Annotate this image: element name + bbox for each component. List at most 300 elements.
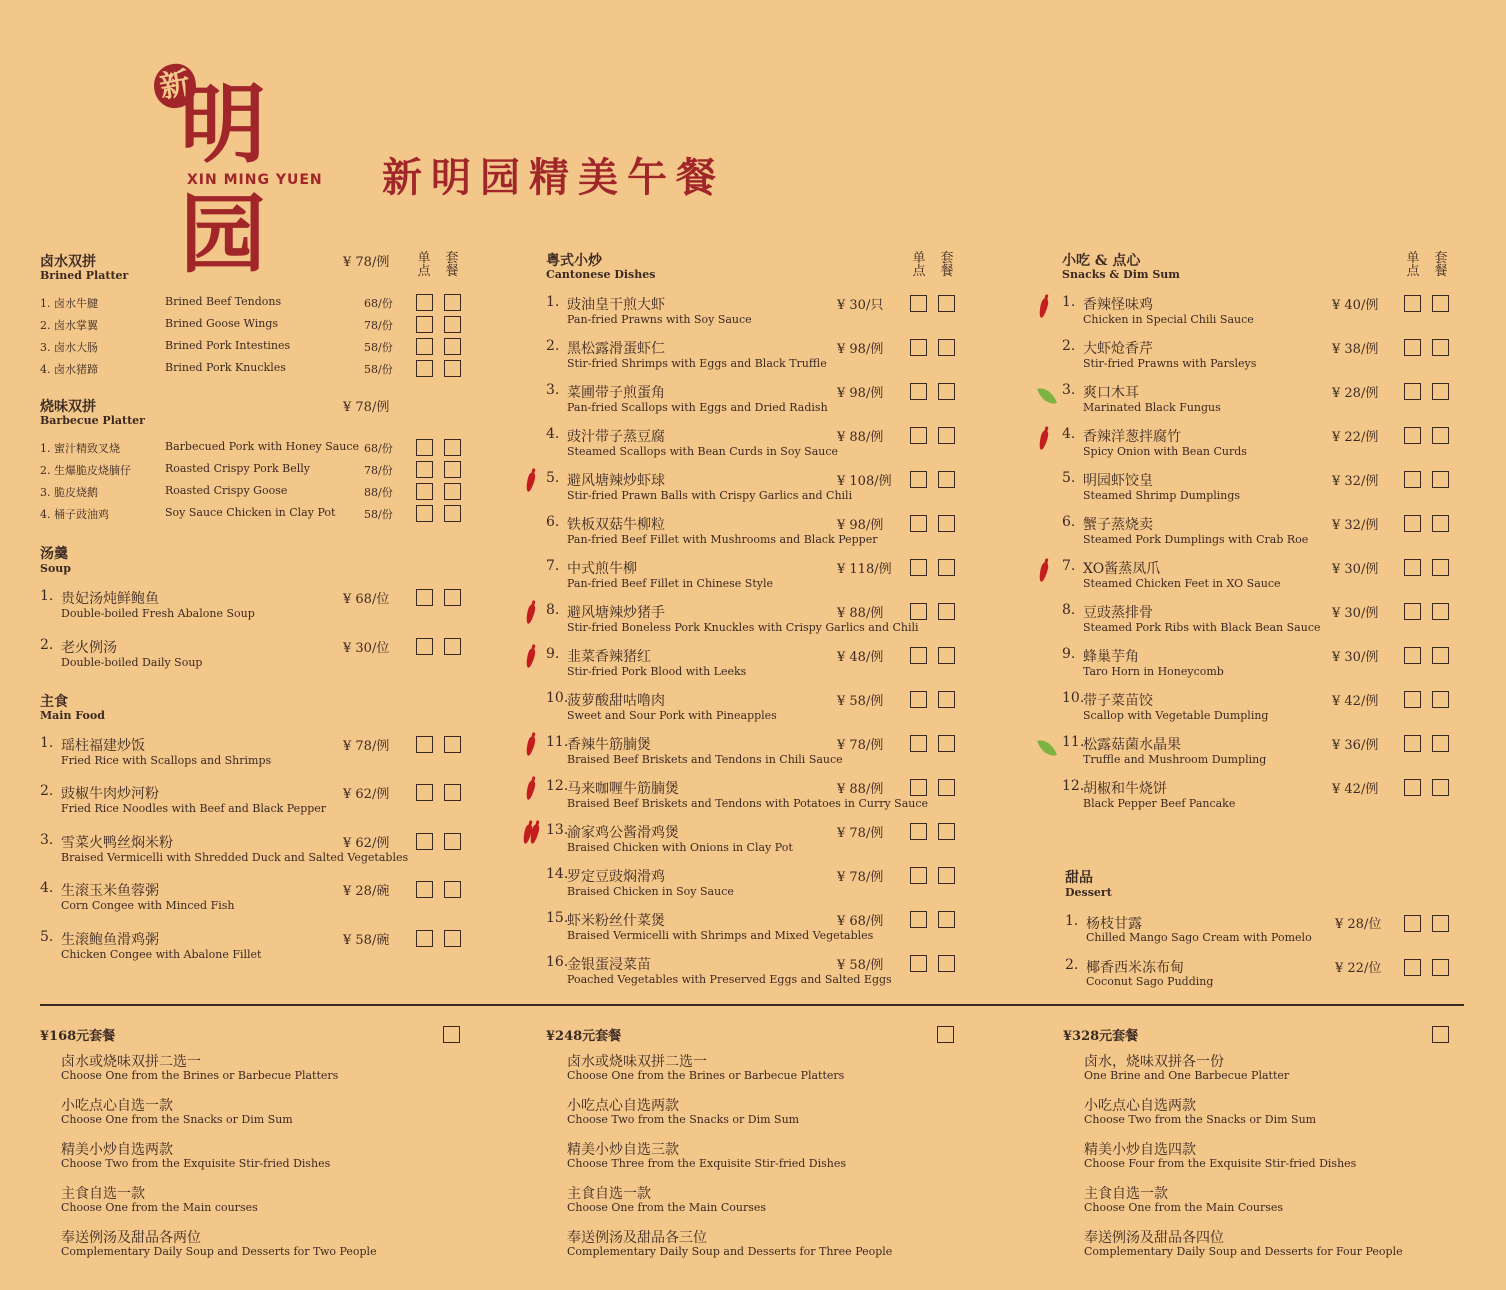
section-subtitle-main: Main Food <box>40 709 105 722</box>
section-title-main: 主食 <box>40 694 68 710</box>
snack-item-price: ¥ 22/例 <box>1332 430 1379 445</box>
snack-item-english: Taro Horn in Honeycomb <box>1083 665 1224 678</box>
cantonese-item-chili-icon <box>525 603 537 624</box>
snack-item-set-checkbox[interactable] <box>1432 779 1449 796</box>
set-menu-title: ¥248元套餐 <box>546 1029 622 1044</box>
main-item-number: 2. <box>40 783 54 799</box>
set-menu-line: 主食自选一款 <box>567 1186 651 1202</box>
snack-item-number: 2. <box>1062 338 1076 354</box>
cantonese-item-price: ¥ 108/例 <box>837 474 892 489</box>
set-menu-line: 卤水，烧味双拼各一份 <box>1084 1054 1224 1070</box>
bbq-item-name: 1. 蜜汁精致叉烧 <box>40 442 120 455</box>
brined-item-name: 1. 卤水牛腱 <box>40 297 98 310</box>
soup-item-price: ¥ 68/位 <box>343 592 390 607</box>
set-menu-line-english: Complementary Daily Soup and Desserts for Four People <box>1084 1245 1403 1258</box>
soup-item-price: ¥ 30/位 <box>343 641 390 656</box>
snack-item-name: 豆豉蒸排骨 <box>1083 605 1153 621</box>
set-menu-line-english: Choose One from the Main courses <box>61 1201 258 1214</box>
brined-item-english: Brined Pork Intestines <box>165 339 291 352</box>
snack-item-price: ¥ 28/例 <box>1332 386 1379 401</box>
brined-item-set-checkbox[interactable] <box>444 338 461 355</box>
snack-item-single-checkbox[interactable] <box>1404 383 1421 400</box>
snack-item-number: 8. <box>1062 602 1076 618</box>
page-title: 新明园精美午餐 <box>382 154 725 201</box>
soup-item-single-checkbox[interactable] <box>416 638 433 655</box>
set-menu-line-english: Choose One from the Brines or Barbecue Platters <box>61 1069 339 1082</box>
cantonese-item-set-checkbox[interactable] <box>938 427 955 444</box>
snack-item-name: 带子菜苗饺 <box>1083 693 1153 709</box>
cantonese-item-set-checkbox[interactable] <box>938 295 955 312</box>
logo <box>150 60 330 285</box>
soup-item-single-checkbox[interactable] <box>416 589 433 606</box>
snack-item-chili-icon <box>1038 561 1050 582</box>
set-menu-line: 小吃点心自选两款 <box>567 1098 679 1114</box>
column-head-single: 单点 <box>417 251 431 279</box>
snack-item-single-checkbox[interactable] <box>1404 427 1421 444</box>
cantonese-item-price: ¥ 30/只 <box>837 298 884 313</box>
cantonese-item-price: ¥ 88/例 <box>837 430 884 445</box>
cantonese-item-price: ¥ 48/例 <box>837 650 884 665</box>
snack-item-number: 10. <box>1062 690 1085 706</box>
cantonese-item-single-checkbox[interactable] <box>910 427 927 444</box>
bbq-item-english: Soy Sauce Chicken in Clay Pot <box>165 506 336 519</box>
soup-item-set-checkbox[interactable] <box>444 589 461 606</box>
snack-item-price: ¥ 30/例 <box>1332 562 1379 577</box>
soup-item-number: 1. <box>40 588 54 604</box>
main-item-number: 1. <box>40 735 54 751</box>
brined-item-set-checkbox[interactable] <box>444 316 461 333</box>
set-menu-line: 卤水或烧味双拼二选一 <box>61 1054 201 1070</box>
cantonese-item-single-checkbox[interactable] <box>910 823 927 840</box>
snack-item-price: ¥ 32/例 <box>1332 474 1379 489</box>
snack-item-set-checkbox[interactable] <box>1432 295 1449 312</box>
cantonese-item-single-checkbox[interactable] <box>910 779 927 796</box>
cantonese-item-price: ¥ 58/例 <box>837 958 884 973</box>
main-item-price: ¥ 58/碗 <box>343 933 390 948</box>
section-title-dessert: 甜品 <box>1065 870 1093 886</box>
cantonese-item-single-checkbox[interactable] <box>910 383 927 400</box>
main-item-english: Chicken Congee with Abalone Fillet <box>61 948 262 961</box>
cantonese-item-set-checkbox[interactable] <box>938 471 955 488</box>
brined-item-price: 68/份 <box>364 297 393 310</box>
cantonese-item-single-checkbox[interactable] <box>910 515 927 532</box>
cantonese-item-number: 7. <box>546 558 560 574</box>
main-item-price: ¥ 62/例 <box>343 836 390 851</box>
cantonese-item-name: 菜圃带子煎蛋角 <box>567 385 665 401</box>
section-title-cantonese: 粤式小炒 <box>546 253 602 269</box>
brined-item-english: Brined Pork Knuckles <box>165 361 286 374</box>
snack-item-english: Steamed Pork Dumplings with Crab Roe <box>1083 533 1309 546</box>
cantonese-item-english: Braised Chicken with Onions in Clay Pot <box>567 841 793 854</box>
main-item-price: ¥ 28/碗 <box>343 884 390 899</box>
cantonese-item-single-checkbox[interactable] <box>910 691 927 708</box>
bbq-item-set-checkbox[interactable] <box>444 461 461 478</box>
cantonese-item-price: ¥ 68/例 <box>837 914 884 929</box>
cantonese-item-set-checkbox[interactable] <box>938 955 955 972</box>
bbq-item-name: 2. 生爆脆皮烧腩仔 <box>40 464 131 477</box>
cantonese-item-english: Stir-fried Shrimps with Eggs and Black Truffle <box>567 357 827 370</box>
snack-item-name: 蟹子蒸烧卖 <box>1083 517 1153 533</box>
set-menu-line: 主食自选一款 <box>1084 1186 1168 1202</box>
cantonese-item-single-checkbox[interactable] <box>910 295 927 312</box>
cantonese-item-set-checkbox[interactable] <box>938 779 955 796</box>
snack-item-single-checkbox[interactable] <box>1404 559 1421 576</box>
set-menu-checkbox[interactable] <box>1432 1026 1449 1043</box>
cantonese-item-english: Braised Vermicelli with Shrimps and Mixed Vegetables <box>567 929 874 942</box>
snack-item-set-checkbox[interactable] <box>1432 471 1449 488</box>
section-price-brined: ¥ 78/例 <box>343 255 390 270</box>
cantonese-item-number: 2. <box>546 338 560 354</box>
cantonese-item-chili-icon <box>525 735 537 756</box>
main-item-english: Fried Rice with Scallops and Shrimps <box>61 754 272 767</box>
snack-item-set-checkbox[interactable] <box>1432 383 1449 400</box>
snack-item-english: Steamed Chicken Feet in XO Sauce <box>1083 577 1281 590</box>
cantonese-item-name: 豉油皇干煎大虾 <box>567 297 665 313</box>
set-menu-title: ¥328元套餐 <box>1063 1029 1139 1044</box>
brined-item-price: 78/份 <box>364 319 393 332</box>
main-item-number: 4. <box>40 880 54 896</box>
section-title-brined: 卤水双拼 <box>40 254 96 270</box>
column-head-single: 单点 <box>1406 251 1420 279</box>
main-item-price: ¥ 62/例 <box>343 787 390 802</box>
section-subtitle-dessert: Dessert <box>1065 886 1112 899</box>
cantonese-item-set-checkbox[interactable] <box>938 647 955 664</box>
cantonese-item-english: Stir-fried Boneless Pork Knuckles with Crispy Garlics and Chili <box>567 621 919 634</box>
cantonese-item-number: 12. <box>546 778 569 794</box>
snack-item-price: ¥ 42/例 <box>1332 694 1379 709</box>
cantonese-item-price: ¥ 88/例 <box>837 782 884 797</box>
section-title-bbq: 烧味双拼 <box>40 399 96 415</box>
cantonese-item-set-checkbox[interactable] <box>938 691 955 708</box>
brined-item-name: 2. 卤水掌翼 <box>40 319 98 332</box>
snack-item-english: Truffle and Mushroom Dumpling <box>1083 753 1267 766</box>
cantonese-item-single-checkbox[interactable] <box>910 955 927 972</box>
cantonese-item-price: ¥ 78/例 <box>837 870 884 885</box>
brined-item-set-checkbox[interactable] <box>444 294 461 311</box>
cantonese-item-name: 罗定豆豉焖滑鸡 <box>567 869 665 885</box>
bbq-item-set-checkbox[interactable] <box>444 505 461 522</box>
snack-item-name: 胡椒和牛烧饼 <box>1083 781 1167 797</box>
cantonese-item-single-checkbox[interactable] <box>910 559 927 576</box>
brined-item-english: Brined Beef Tendons <box>165 295 282 308</box>
snack-item-set-checkbox[interactable] <box>1432 647 1449 664</box>
cantonese-item-price: ¥ 98/例 <box>837 386 884 401</box>
section-divider <box>40 1004 1464 1006</box>
cantonese-item-set-checkbox[interactable] <box>938 339 955 356</box>
bbq-item-single-checkbox[interactable] <box>416 483 433 500</box>
cantonese-item-name: 渝家鸡公酱滑鸡煲 <box>567 825 679 841</box>
brined-item-single-checkbox[interactable] <box>416 294 433 311</box>
soup-item-name: 贵妃汤炖鲜鲍鱼 <box>61 591 159 607</box>
bbq-item-price: 88/份 <box>364 486 393 499</box>
snack-item-set-checkbox[interactable] <box>1432 427 1449 444</box>
section-subtitle-brined: Brined Platter <box>40 269 129 282</box>
cantonese-item-english: Sweet and Sour Pork with Pineapples <box>567 709 777 722</box>
cantonese-item-english: Braised Beef Briskets and Tendons with Potatoes in Curry Sauce <box>567 797 929 810</box>
dessert-item-english: Chilled Mango Sago Cream with Pomelo <box>1086 931 1312 944</box>
snack-item-name: 大虾炝香芹 <box>1083 341 1153 357</box>
dessert-item-english: Coconut Sago Pudding <box>1086 975 1214 988</box>
main-item-set-checkbox[interactable] <box>444 784 461 801</box>
section-subtitle-soup: Soup <box>40 562 71 575</box>
cantonese-item-chili-icon <box>525 471 537 492</box>
cantonese-item-number: 16. <box>546 954 569 970</box>
snack-item-english: Spicy Onion with Bean Curds <box>1083 445 1247 458</box>
bbq-item-single-checkbox[interactable] <box>416 439 433 456</box>
snack-item-english: Black Pepper Beef Pancake <box>1083 797 1236 810</box>
cantonese-item-single-checkbox[interactable] <box>910 603 927 620</box>
section-subtitle-snacks: Snacks & Dim Sum <box>1062 268 1180 281</box>
set-menu-line-english: One Brine and One Barbecue Platter <box>1084 1069 1290 1082</box>
snack-item-single-checkbox[interactable] <box>1404 515 1421 532</box>
set-menu-line-english: Choose One from the Main Courses <box>1084 1201 1283 1214</box>
main-item-set-checkbox[interactable] <box>444 833 461 850</box>
snack-item-number: 12. <box>1062 778 1085 794</box>
brined-item-single-checkbox[interactable] <box>416 360 433 377</box>
cantonese-item-set-checkbox[interactable] <box>938 735 955 752</box>
bbq-item-price: 58/份 <box>364 508 393 521</box>
snack-item-price: ¥ 40/例 <box>1332 298 1379 313</box>
snack-item-single-checkbox[interactable] <box>1404 295 1421 312</box>
cantonese-item-number: 8. <box>546 602 560 618</box>
main-item-set-checkbox[interactable] <box>444 930 461 947</box>
snack-item-set-checkbox[interactable] <box>1432 691 1449 708</box>
column-head-set: 套餐 <box>445 251 459 279</box>
brined-item-name: 3. 卤水大肠 <box>40 341 98 354</box>
cantonese-item-set-checkbox[interactable] <box>938 823 955 840</box>
set-menu-line-english: Choose One from the Main Courses <box>567 1201 766 1214</box>
cantonese-item-number: 15. <box>546 910 569 926</box>
cantonese-item-chili-icon <box>525 647 537 668</box>
snack-item-single-checkbox[interactable] <box>1404 779 1421 796</box>
snack-item-number: 6. <box>1062 514 1076 530</box>
main-item-single-checkbox[interactable] <box>416 881 433 898</box>
snack-item-single-checkbox[interactable] <box>1404 735 1421 752</box>
snack-item-set-checkbox[interactable] <box>1432 735 1449 752</box>
cantonese-item-name: 铁板双菇牛柳粒 <box>567 517 665 533</box>
cantonese-item-name: 中式煎牛柳 <box>567 561 637 577</box>
column-head-set: 套餐 <box>1434 251 1448 279</box>
dessert-item-number: 1. <box>1065 913 1079 929</box>
set-menu-line: 奉送例汤及甜品各四位 <box>1084 1230 1224 1246</box>
snack-item-number: 3. <box>1062 382 1076 398</box>
main-item-single-checkbox[interactable] <box>416 833 433 850</box>
cantonese-item-single-checkbox[interactable] <box>910 471 927 488</box>
dessert-item-number: 2. <box>1065 957 1079 973</box>
bbq-item-english: Roasted Crispy Goose <box>165 484 288 497</box>
brined-item-set-checkbox[interactable] <box>444 360 461 377</box>
snack-item-number: 5. <box>1062 470 1076 486</box>
snack-item-number: 11. <box>1062 734 1085 750</box>
main-item-english: Corn Congee with Minced Fish <box>61 899 235 912</box>
cantonese-item-name: 韭菜香辣猪红 <box>567 649 651 665</box>
cantonese-item-english: Stir-fried Prawn Balls with Crispy Garlics and Chili <box>567 489 853 502</box>
snack-item-price: ¥ 42/例 <box>1332 782 1379 797</box>
brined-item-name: 4. 卤水猪蹄 <box>40 363 98 376</box>
cantonese-item-single-checkbox[interactable] <box>910 911 927 928</box>
set-menu-line-english: Choose Two from the Snacks or Dim Sum <box>1084 1113 1317 1126</box>
cantonese-item-english: Braised Beef Briskets and Tendons in Chili Sauce <box>567 753 843 766</box>
section-title-soup: 汤羹 <box>40 546 68 562</box>
cantonese-item-english: Poached Vegetables with Preserved Eggs and Salted Eggs <box>567 973 892 986</box>
main-item-number: 3. <box>40 832 54 848</box>
snack-item-single-checkbox[interactable] <box>1404 647 1421 664</box>
set-menu-line: 小吃点心自选一款 <box>61 1098 173 1114</box>
main-item-number: 5. <box>40 929 54 945</box>
bbq-item-name: 3. 脆皮烧鹅 <box>40 486 98 499</box>
dessert-item-name: 椰香西米冻布甸 <box>1086 960 1184 976</box>
snack-item-price: ¥ 30/例 <box>1332 606 1379 621</box>
dessert-item-name: 杨枝甘露 <box>1086 916 1142 932</box>
cantonese-item-set-checkbox[interactable] <box>938 383 955 400</box>
bbq-item-english: Roasted Crispy Pork Belly <box>165 462 311 475</box>
dessert-item-single-checkbox[interactable] <box>1404 959 1421 976</box>
cantonese-item-number: 13. <box>546 822 569 838</box>
cantonese-item-single-checkbox[interactable] <box>910 647 927 664</box>
column-head-set: 套餐 <box>940 251 954 279</box>
cantonese-item-name: 虾米粉丝什菜煲 <box>567 913 665 929</box>
cantonese-item-number: 9. <box>546 646 560 662</box>
cantonese-item-number: 14. <box>546 866 569 882</box>
cantonese-item-english: Pan-fried Beef Fillet with Mushrooms and Black Pepper <box>567 533 878 546</box>
cantonese-item-single-checkbox[interactable] <box>910 867 927 884</box>
set-menu-line: 精美小炒自选三款 <box>567 1142 679 1158</box>
cantonese-item-number: 4. <box>546 426 560 442</box>
bbq-item-english: Barbecued Pork with Honey Sauce <box>165 440 360 453</box>
cantonese-item-number: 6. <box>546 514 560 530</box>
main-item-single-checkbox[interactable] <box>416 736 433 753</box>
snack-item-name: 松露菇菌水晶果 <box>1083 737 1181 753</box>
cantonese-item-name: 避风塘辣炒猪手 <box>567 605 665 621</box>
main-item-name: 豉椒牛肉炒河粉 <box>61 786 159 802</box>
cantonese-item-name: 豉汁带子蒸豆腐 <box>567 429 665 445</box>
snack-item-chili-icon <box>1038 297 1050 318</box>
logo-mark: 明园 <box>180 74 260 285</box>
snack-item-single-checkbox[interactable] <box>1404 339 1421 356</box>
dessert-item-set-checkbox[interactable] <box>1432 959 1449 976</box>
column-head-single: 单点 <box>912 251 926 279</box>
snack-item-number: 9. <box>1062 646 1076 662</box>
snack-item-price: ¥ 32/例 <box>1332 518 1379 533</box>
cantonese-item-set-checkbox[interactable] <box>938 911 955 928</box>
set-menu-line: 精美小炒自选两款 <box>61 1142 173 1158</box>
brined-item-price: 58/份 <box>364 363 393 376</box>
dessert-item-price: ¥ 28/位 <box>1335 917 1382 932</box>
set-menu-line-english: Choose One from the Brines or Barbecue Platters <box>567 1069 845 1082</box>
section-subtitle-bbq: Barbecue Platter <box>40 414 145 427</box>
bbq-item-single-checkbox[interactable] <box>416 461 433 478</box>
main-item-name: 瑶柱福建炒饭 <box>61 738 145 754</box>
set-menu-line-english: Complementary Daily Soup and Desserts for Three People <box>567 1245 893 1258</box>
main-item-name: 生滚玉米鱼蓉粥 <box>61 883 159 899</box>
snack-item-number: 4. <box>1062 426 1076 442</box>
cantonese-item-price: ¥ 88/例 <box>837 606 884 621</box>
soup-item-name: 老火例汤 <box>61 640 117 656</box>
set-menu-line-english: Choose Two from the Snacks or Dim Sum <box>567 1113 800 1126</box>
cantonese-item-single-checkbox[interactable] <box>910 735 927 752</box>
cantonese-item-set-checkbox[interactable] <box>938 559 955 576</box>
snack-item-name: 蜂巢芋角 <box>1083 649 1139 665</box>
dessert-item-set-checkbox[interactable] <box>1432 915 1449 932</box>
snack-item-price: ¥ 30/例 <box>1332 650 1379 665</box>
cantonese-item-single-checkbox[interactable] <box>910 339 927 356</box>
cantonese-item-set-checkbox[interactable] <box>938 603 955 620</box>
main-item-single-checkbox[interactable] <box>416 784 433 801</box>
brined-item-price: 58/份 <box>364 341 393 354</box>
dessert-item-single-checkbox[interactable] <box>1404 915 1421 932</box>
section-title-snacks: 小吃 & 点心 <box>1062 253 1141 269</box>
main-item-set-checkbox[interactable] <box>444 736 461 753</box>
set-menu-line: 奉送例汤及甜品各三位 <box>567 1230 707 1246</box>
cantonese-item-set-checkbox[interactable] <box>938 515 955 532</box>
cantonese-item-name: 香辣牛筋腩煲 <box>567 737 651 753</box>
set-menu-title: ¥168元套餐 <box>40 1029 116 1044</box>
snack-item-set-checkbox[interactable] <box>1432 559 1449 576</box>
cantonese-item-price: ¥ 98/例 <box>837 518 884 533</box>
dessert-item-price: ¥ 22/位 <box>1335 961 1382 976</box>
set-menu-line: 主食自选一款 <box>61 1186 145 1202</box>
snack-item-name: 明园虾饺皇 <box>1083 473 1153 489</box>
cantonese-item-name: 菠萝酸甜咕噜肉 <box>567 693 665 709</box>
cantonese-item-name: 避风塘辣炒虾球 <box>567 473 665 489</box>
snack-item-english: Chicken in Special Chili Sauce <box>1083 313 1254 326</box>
logo-badge: 新 <box>150 61 199 112</box>
snack-item-price: ¥ 38/例 <box>1332 342 1379 357</box>
cantonese-item-english: Pan-fried Beef Fillet in Chinese Style <box>567 577 774 590</box>
set-menu-line: 卤水或烧味双拼二选一 <box>567 1054 707 1070</box>
cantonese-item-number: 5. <box>546 470 560 486</box>
snack-item-set-checkbox[interactable] <box>1432 603 1449 620</box>
main-item-name: 生滚鲍鱼滑鸡粥 <box>61 932 159 948</box>
set-menu-line-english: Choose Three from the Exquisite Stir-fried Dishes <box>567 1157 847 1170</box>
snack-item-single-checkbox[interactable] <box>1404 471 1421 488</box>
bbq-item-name: 4. 桶子豉油鸡 <box>40 508 109 521</box>
bbq-item-set-checkbox[interactable] <box>444 439 461 456</box>
snack-item-set-checkbox[interactable] <box>1432 515 1449 532</box>
set-menu-line-english: Choose One from the Snacks or Dim Sum <box>61 1113 293 1126</box>
soup-item-english: Double-boiled Fresh Abalone Soup <box>61 607 255 620</box>
bbq-item-price: 68/份 <box>364 442 393 455</box>
brined-item-english: Brined Goose Wings <box>165 317 279 330</box>
cantonese-item-english: Pan-fried Scallops with Eggs and Dried Radish <box>567 401 828 414</box>
main-item-english: Fried Rice Noodles with Beef and Black Pepper <box>61 802 327 815</box>
cantonese-item-price: ¥ 118/例 <box>837 562 892 577</box>
brined-item-single-checkbox[interactable] <box>416 338 433 355</box>
section-subtitle-cantonese: Cantonese Dishes <box>546 268 656 281</box>
set-menu-checkbox[interactable] <box>937 1026 954 1043</box>
snack-item-single-checkbox[interactable] <box>1404 603 1421 620</box>
brined-item-single-checkbox[interactable] <box>416 316 433 333</box>
bbq-item-single-checkbox[interactable] <box>416 505 433 522</box>
main-item-set-checkbox[interactable] <box>444 881 461 898</box>
snack-item-chili-icon <box>1038 429 1050 450</box>
snack-item-english: Steamed Shrimp Dumplings <box>1083 489 1241 502</box>
snack-item-price: ¥ 36/例 <box>1332 738 1379 753</box>
snack-item-set-checkbox[interactable] <box>1432 339 1449 356</box>
cantonese-item-set-checkbox[interactable] <box>938 867 955 884</box>
bbq-item-set-checkbox[interactable] <box>444 483 461 500</box>
snack-item-vegetarian-icon <box>1037 384 1057 408</box>
set-menu-line: 小吃点心自选两款 <box>1084 1098 1196 1114</box>
snack-item-name: XO酱蒸凤爪 <box>1083 561 1161 577</box>
main-item-single-checkbox[interactable] <box>416 930 433 947</box>
set-menu-checkbox[interactable] <box>443 1026 460 1043</box>
cantonese-item-price: ¥ 98/例 <box>837 342 884 357</box>
soup-item-set-checkbox[interactable] <box>444 638 461 655</box>
snack-item-vegetarian-icon <box>1037 736 1057 760</box>
snack-item-name: 香辣洋葱拌腐竹 <box>1083 429 1181 445</box>
snack-item-single-checkbox[interactable] <box>1404 691 1421 708</box>
